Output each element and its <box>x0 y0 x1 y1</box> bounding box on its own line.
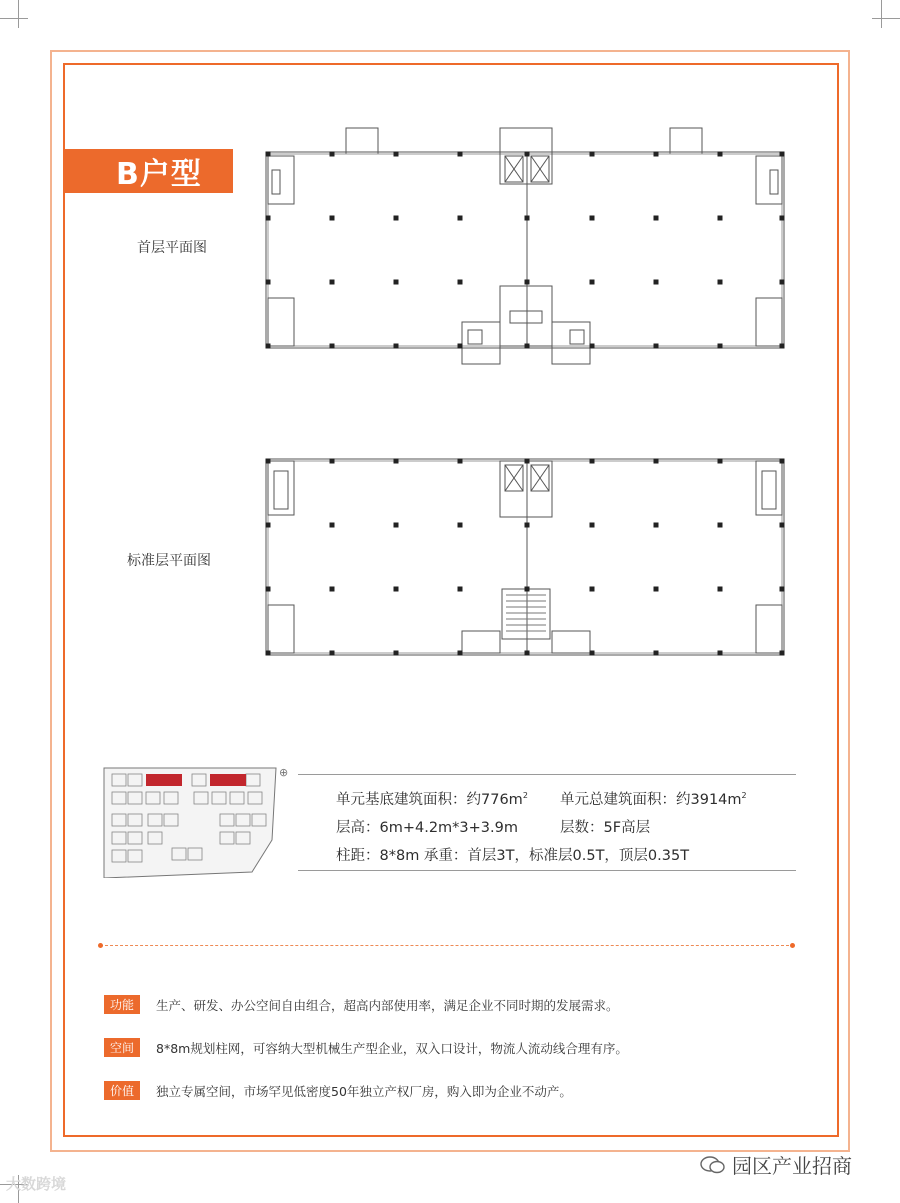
section-divider <box>100 945 794 946</box>
watermark-right <box>700 1150 852 1179</box>
feature-tag: 功能 <box>104 995 140 1014</box>
column-load: 柱距：8*8m 承重：首层3T，标准层0.5T，顶层0.35T <box>336 848 690 864</box>
north-arrow-icon: ⊕ <box>279 766 289 779</box>
floor-count: 层数：5F高层 <box>560 820 651 836</box>
ground-floor-plan <box>262 126 792 368</box>
crop-mark <box>18 0 19 28</box>
feature-row <box>104 1037 628 1058</box>
unit-type-title: B户型 <box>116 157 202 192</box>
spec-rule-top <box>298 774 796 775</box>
feature-row <box>104 1080 572 1101</box>
divider-dot <box>98 943 103 948</box>
base-area: 单元基底建筑面积：约776m <box>336 792 523 808</box>
total-area: 单元总建筑面积：约3914m <box>560 792 742 808</box>
crop-mark <box>0 18 28 19</box>
unit-type-banner <box>64 149 233 193</box>
watermark-left <box>6 1173 66 1194</box>
feature-tag: 价值 <box>104 1081 140 1100</box>
feature-desc: 8*8m规划柱网，可容纳大型机械生产型企业，双入口设计，物流人流动线合理有序。 <box>156 1040 628 1056</box>
feature-tag: 空间 <box>104 1038 140 1057</box>
feature-desc: 生产、研发、办公空间自由组合，超高内部使用率，满足企业不同时期的发展需求。 <box>156 997 619 1013</box>
crop-mark <box>881 0 882 28</box>
wechat-icon <box>700 1155 726 1175</box>
floor-height: 层高：6m+4.2m*3+3.9m <box>336 820 518 836</box>
standard-floor-plan <box>262 455 792 661</box>
watermark-right-text: 园区产业招商 <box>732 1154 852 1178</box>
spec-box <box>298 774 796 870</box>
site-plan-thumbnail <box>102 766 278 882</box>
standard-floor-label: 标准层平面图 <box>127 553 211 569</box>
spec-line-area <box>336 788 528 809</box>
spec-line-total-area <box>560 788 747 809</box>
watermark-left-text: 大数跨境 <box>6 1175 67 1193</box>
ground-floor-label: 首层平面图 <box>137 240 207 256</box>
divider-dot <box>790 943 795 948</box>
crop-mark <box>872 18 900 19</box>
base-area-sup: 2 <box>522 791 528 801</box>
feature-row <box>104 994 619 1015</box>
spec-rule-bottom <box>298 870 796 871</box>
total-area-sup: 2 <box>741 791 747 801</box>
feature-desc: 独立专属空间，市场罕见低密度50年独立产权厂房，购入即为企业不动产。 <box>156 1083 572 1099</box>
